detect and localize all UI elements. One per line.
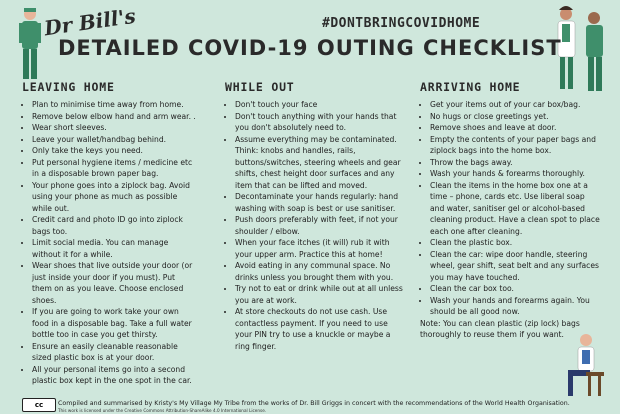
list-item: • Avoid eating in any communal space. No drinks unless you brought them with you. [235,260,405,283]
list-item: • Clean the car: wipe door handle, steering wheel, gear shift, seat belt and any surfaces you may have touched. [430,249,600,284]
list-item: • No hugs or close greetings yet. [430,111,600,123]
list-item: • At store checkouts do not use cash. Use contactless payment. If you need to use your PIN try to use a knuckle or maybe a ring finger. [235,306,405,352]
footer [58,400,618,413]
list-item: • Ensure an easily cleanable reasonable sized plastic box is at your door. [32,341,197,364]
credit-text: Compiled and summarised by Kristy's My Village My Tribe from the works of Dr. Bill Griggs in concert with the recommendations of the World Health Organisation. [58,400,570,407]
list-item: • Try not to eat or drink while out at all unless you are at work. [235,283,405,306]
arriving-home-heading: ARRIVING HOME [420,80,521,94]
page-title: DETAILED COVID-19 OUTING CHECKLIST [58,36,562,60]
list-item: • Remove below elbow hand and arm wear. . [32,111,197,123]
leaving-home-heading: LEAVING HOME [22,80,115,94]
while-out-heading: WHILE OUT [225,80,295,94]
list-item: • Plan to minimise time away from home. [32,99,197,111]
list-item: • Clean the car box too. [430,283,600,295]
list-item: • Wear shoes that live outside your door (or just inside your door if you must). Put them on as you leave. Choose enclosed shoes. [32,260,197,306]
list-item: • Clean the plastic box. [430,237,600,249]
list-item: • Only take the keys you need. [32,145,197,157]
arriving-home-column [420,80,600,341]
creative-commons-badge: cc [22,398,56,412]
list-item: • All your personal items go into a second plastic box kept in the one spot in the car. [32,364,197,387]
license-text: This work is licensed under the Creative Commons Attribution-ShareAlike 4.0 International License. [58,408,267,413]
while-out-list [225,99,405,352]
list-item: • When your face itches (it will) rub it with your upper arm. Practice this at home! [235,237,405,260]
list-item: • Don't touch your face [235,99,405,111]
list-item: • Push doors preferably with feet, if not your shoulder / elbow. [235,214,405,237]
list-item: • Decontaminate your hands regularly: hand washing with soap is best or use sanitiser. [235,191,405,214]
list-item: • Wash your hands & forearms thoroughly. [430,168,600,180]
list-item: • Clean the items in the home box one at a time – phone, cards etc. Use liberal soap and water, sanitiser gel or alcohol-based cleaning product. Have a clean spot to place each one after cleaning. [430,180,600,238]
list-item: • Credit card and photo ID go into ziplock bags too. [32,214,197,237]
list-item: • Throw the bags away. [430,157,600,169]
hashtag: #DONTBRINGCOVIDHOME [322,16,481,31]
list-item: • Empty the contents of your paper bags and ziplock bags into the home box. [430,134,600,157]
list-item: • Assume everything may be contaminated. Think: knobs and handles, rails, buttons/switches, steering wheels and gear shifts, chest height door surfaces and any item that can be lifted and moved. [235,134,405,192]
list-item: • Wash your hands and forearms again. You should be all good now. [430,295,600,318]
list-item: • Remove shoes and leave at door. [430,122,600,134]
list-item: • Your phone goes into a ziplock bag. Avoid using your phone as much as possible while out. [32,180,197,215]
list-item: • Leave your wallet/handbag behind. [32,134,197,146]
list-item: • Put personal hygiene items / medicine etc in a disposable brown paper bag. [32,157,197,180]
list-item: • Don't touch anything with your hands that you don't absolutely need to. [235,111,405,134]
list-item: • Wear short sleeves. [32,122,197,134]
arriving-home-note: Note: You can clean plastic (zip lock) bags thoroughly to reuse them if you want. [420,318,580,339]
brand-logo-text: Dr Bill's [42,3,138,41]
arriving-home-list [420,99,600,318]
list-item: • If you are going to work take your own food in a disposable bag. Take a full water bottle too in case you get thirsty. [32,306,197,341]
doctor-seated-illustration [560,330,608,400]
leaving-home-column [22,80,197,387]
leaving-home-list [22,99,197,387]
while-out-column [225,80,405,352]
list-item: • Limit social media. You can manage without it for a while. [32,237,197,260]
list-item: • Get your items out of your car box/bag. [430,99,600,111]
